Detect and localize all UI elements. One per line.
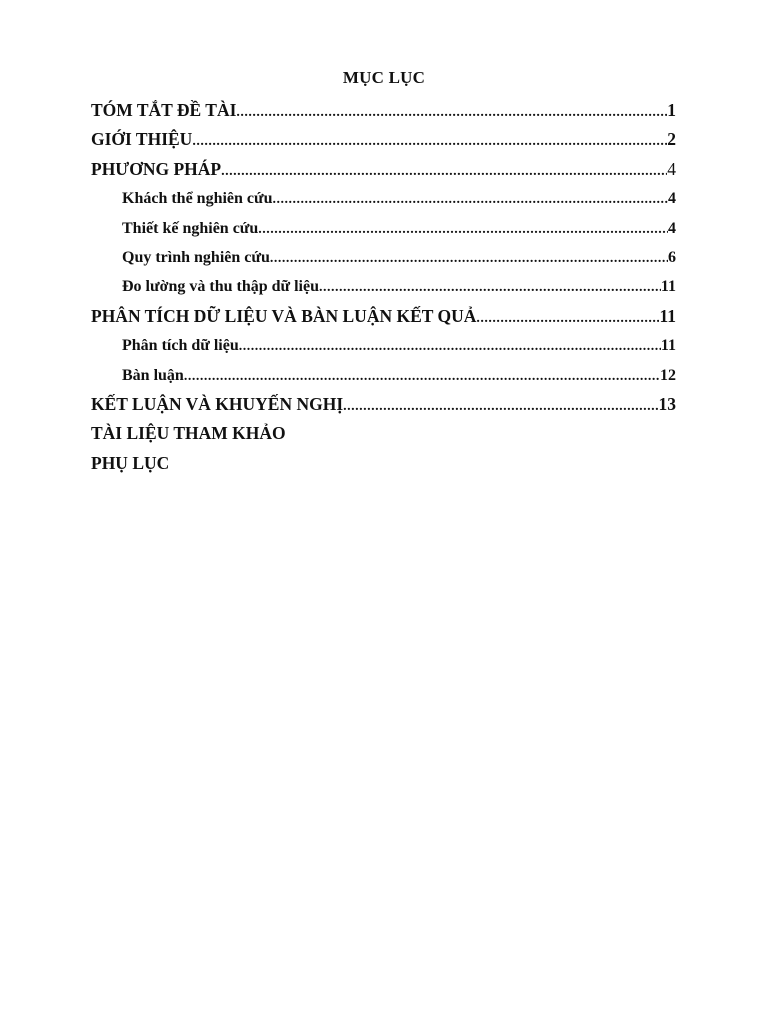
toc-entry-label: Phân tích dữ liệu — [122, 337, 239, 355]
toc-page-number: 1 — [667, 100, 676, 120]
toc-dot-leader — [184, 362, 660, 390]
toc-entry-label: PHỤ LỤC — [91, 452, 170, 473]
toc-entry-label: PHƯƠNG PHÁP — [91, 158, 222, 179]
toc-dot-leader — [239, 332, 661, 360]
toc-dot-leader — [476, 304, 659, 331]
toc-entry[interactable] — [91, 302, 676, 331]
toc-page-number: 4 — [667, 158, 676, 179]
toc-entry-label: Quy trình nghiên cứu — [122, 248, 270, 266]
toc-entry-label: KẾT LUẬN VÀ KHUYẾN NGHỊ — [91, 393, 344, 414]
toc-entry[interactable] — [91, 272, 676, 301]
toc-entry[interactable] — [91, 449, 676, 478]
toc-list — [91, 96, 676, 478]
toc-page-number: 11 — [660, 278, 676, 296]
toc-dot-leader — [192, 127, 667, 154]
toc-entry[interactable] — [91, 184, 676, 213]
toc-entry[interactable] — [91, 214, 676, 243]
toc-page-number: 2 — [667, 129, 676, 150]
toc-entry-label: GIỚI THIỆU — [91, 129, 193, 150]
toc-page-number: 4 — [668, 190, 676, 208]
toc-entry-label: Đo lường và thu thập dữ liệu — [122, 278, 319, 296]
toc-entry-label: Bàn luận — [122, 366, 184, 384]
toc-dot-leader — [270, 244, 668, 272]
toc-dot-leader — [273, 185, 668, 213]
toc-entry[interactable] — [91, 361, 676, 390]
toc-dot-leader — [236, 98, 667, 125]
toc-entry[interactable] — [91, 390, 676, 419]
toc-page-number: 6 — [668, 248, 676, 266]
toc-entry-label: TÓM TẮT ĐỀ TÀI — [91, 100, 237, 120]
toc-dot-leader — [258, 215, 668, 243]
toc-dot-leader — [319, 273, 661, 301]
toc-entry[interactable] — [91, 419, 676, 448]
toc-entry[interactable] — [91, 243, 676, 272]
toc-dot-leader — [343, 392, 658, 419]
toc-entry-label: Khách thể nghiên cứu — [122, 190, 273, 208]
toc-entry-label: PHÂN TÍCH DỮ LIỆU VÀ BÀN LUẬN KẾT QUẢ — [91, 305, 477, 326]
toc-page-number: 13 — [658, 393, 676, 414]
toc-dot-leader — [221, 157, 667, 184]
toc-page-number: 11 — [659, 305, 676, 326]
toc-entry-label: Thiết kế nghiên cứu — [122, 219, 259, 237]
toc-page-number: 11 — [660, 337, 676, 355]
toc-title: MỤC LỤC — [342, 68, 426, 87]
toc-entry[interactable] — [91, 96, 676, 125]
toc-entry[interactable] — [91, 331, 676, 360]
toc-page-number: 4 — [668, 219, 676, 237]
toc-entry[interactable] — [91, 155, 676, 184]
toc-entry[interactable] — [91, 125, 676, 154]
toc-page-number: 12 — [660, 366, 676, 384]
toc-entry-label: TÀI LIỆU THAM KHẢO — [91, 423, 286, 444]
